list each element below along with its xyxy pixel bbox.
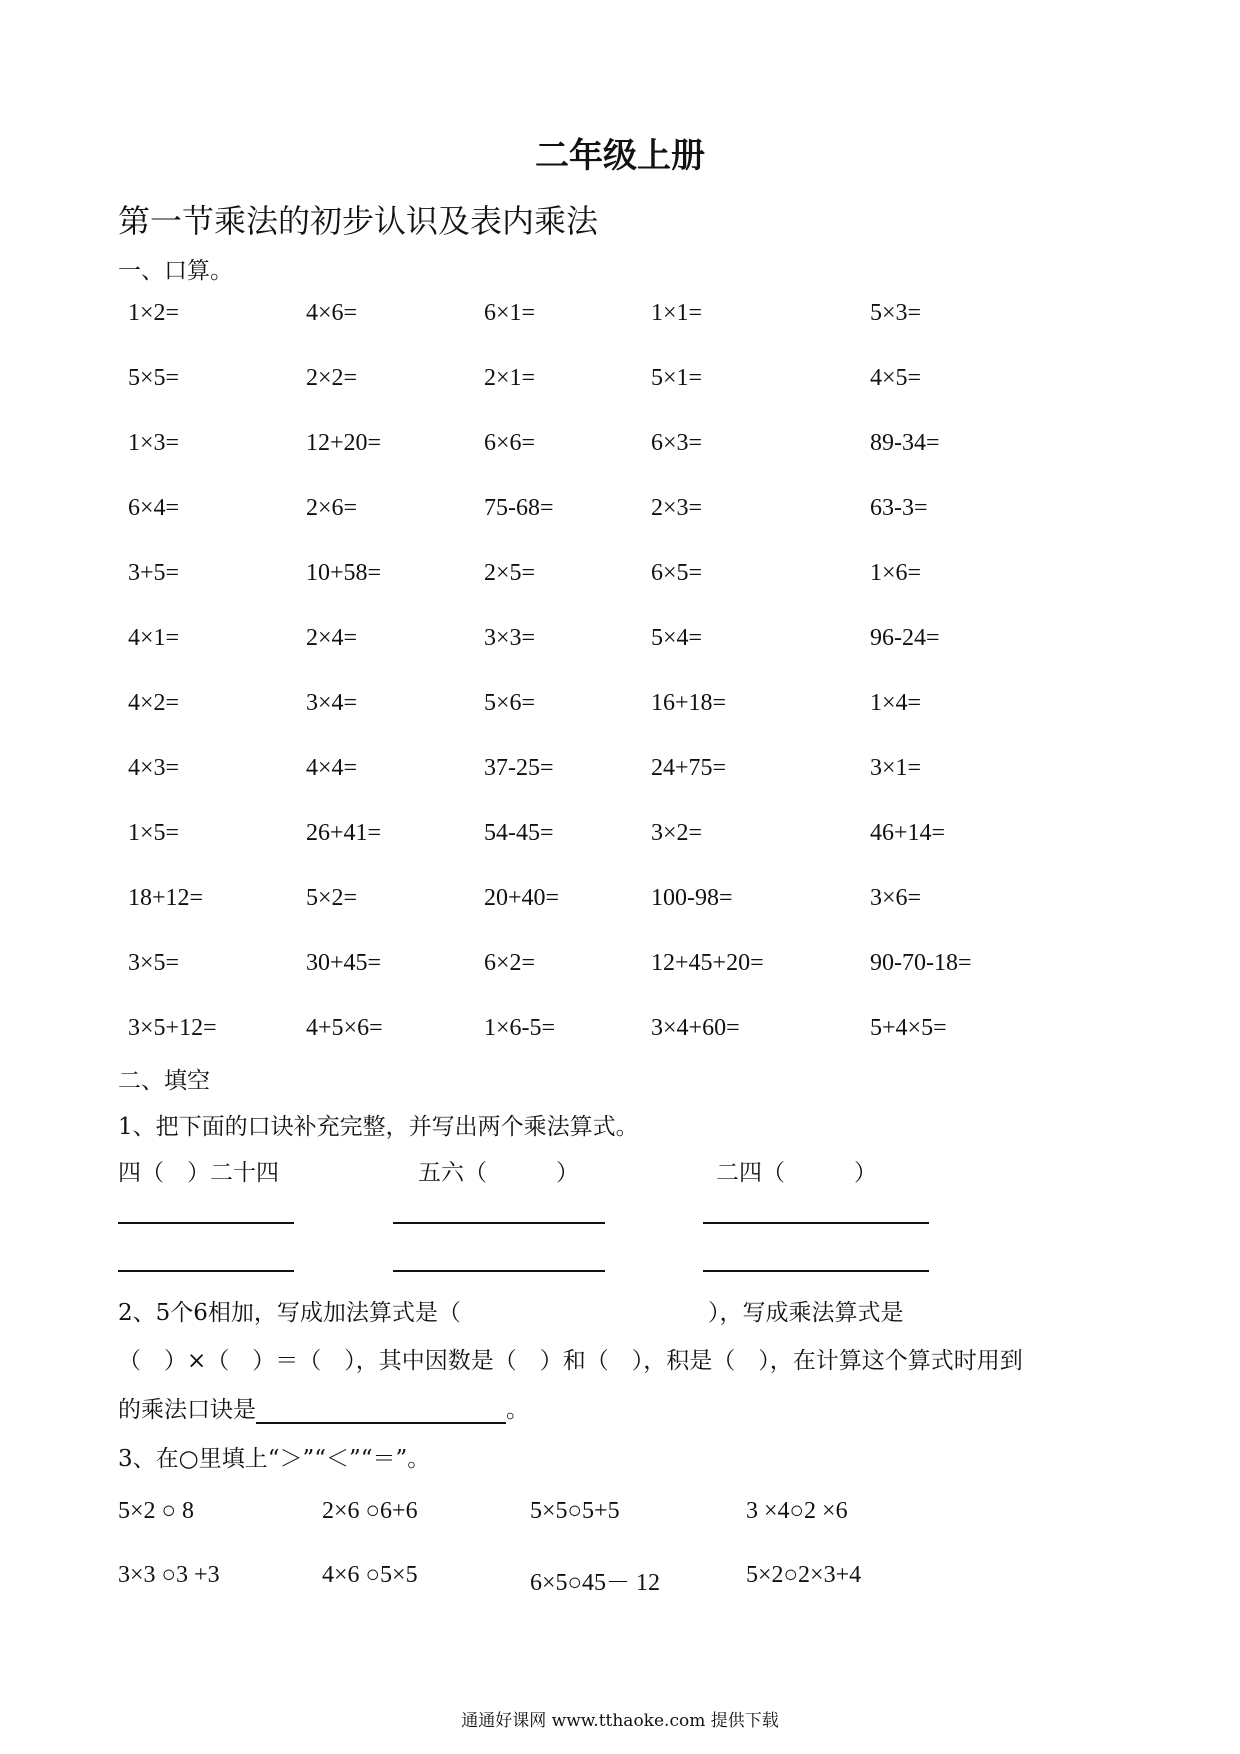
q2-line3	[118, 1391, 529, 1424]
calc-item: 2×6=	[306, 495, 358, 521]
calc-item: 4+5×6=	[306, 1015, 383, 1041]
calc-item: 3×1=	[870, 755, 922, 781]
calc-item: 20+40=	[484, 885, 560, 911]
calc-item: 96-24=	[870, 625, 940, 651]
calc-item: 46+14=	[870, 820, 946, 846]
calc-item: 4×1=	[128, 625, 180, 651]
compare-item: 2×6 ○6+6	[322, 1498, 418, 1524]
calc-item: 6×4=	[128, 495, 180, 521]
calc-item: 54-45=	[484, 820, 554, 846]
answer-line[interactable]	[703, 1270, 929, 1272]
part2-heading: 二、填空	[118, 1068, 210, 1094]
calc-item: 3×5=	[128, 950, 180, 976]
calc-item: 26+41=	[306, 820, 382, 846]
compare-item: 5×5○5+5	[530, 1498, 620, 1524]
calc-item: 3+5=	[128, 560, 180, 586]
calc-item: 2×5=	[484, 560, 536, 586]
compare-item: 5×2 ○ 8	[118, 1498, 195, 1524]
q1-item-2: 五六（ ）	[418, 1160, 579, 1186]
calc-item: 3×5+12=	[128, 1015, 217, 1041]
calc-item: 4×4=	[306, 755, 358, 781]
calc-item: 24+75=	[651, 755, 727, 781]
q1-text: 1、把下面的口诀补充完整，并写出两个乘法算式。	[118, 1114, 639, 1140]
calc-item: 3×3=	[484, 625, 536, 651]
calc-item: 5×4=	[651, 625, 703, 651]
calc-item: 6×3=	[651, 430, 703, 456]
compare-item: 6×5○45－ 12	[530, 1570, 661, 1596]
q2-line2: （ ）×（ ）＝（ ），其中因数是（ ）和（ ），积是（ ），在计算这个算式时用到	[118, 1348, 1023, 1374]
calc-item: 5+4×5=	[870, 1015, 947, 1041]
calc-item: 2×2=	[306, 365, 358, 391]
q3-text: 3、在○里填上“＞”“＜”“＝”。	[118, 1446, 431, 1472]
q2-line3-text: 的乘法口诀是	[118, 1397, 256, 1423]
calc-item: 3×2=	[651, 820, 703, 846]
q2-line3-end: 。	[506, 1397, 529, 1423]
calc-item: 1×4=	[870, 690, 922, 716]
calc-item: 18+12=	[128, 885, 204, 911]
calc-item: 5×1=	[651, 365, 703, 391]
answer-blank[interactable]	[256, 1398, 506, 1424]
answer-line[interactable]	[118, 1222, 294, 1224]
compare-item: 4×6 ○5×5	[322, 1562, 418, 1588]
calc-item: 12+45+20=	[651, 950, 764, 976]
calc-item: 16+18=	[651, 690, 727, 716]
calc-item: 3×6=	[870, 885, 922, 911]
footer-text: 通通好课网 www.tthaoke.com 提供下载	[461, 1711, 779, 1731]
calc-item: 75-68=	[484, 495, 554, 521]
answer-line[interactable]	[393, 1270, 605, 1272]
calc-item: 1×5=	[128, 820, 180, 846]
calc-item: 100-98=	[651, 885, 733, 911]
calc-item: 3×4=	[306, 690, 358, 716]
calc-item: 2×3=	[651, 495, 703, 521]
calc-item: 89-34=	[870, 430, 940, 456]
calc-item: 5×3=	[870, 300, 922, 326]
calc-item: 5×2=	[306, 885, 358, 911]
q1-item-3: 二四（ ）	[716, 1160, 877, 1186]
calc-item: 63-3=	[870, 495, 928, 521]
compare-item: 3×3 ○3 +3	[118, 1562, 220, 1588]
q2-line1-b: ），写成乘法算式是	[708, 1300, 904, 1326]
calc-item: 30+45=	[306, 950, 382, 976]
answer-line[interactable]	[118, 1270, 294, 1272]
calc-item: 4×5=	[870, 365, 922, 391]
compare-item: 5×2○2×3+4	[746, 1562, 862, 1588]
compare-item: 3 ×4○2 ×6	[746, 1498, 848, 1524]
section-title: 第一节乘法的初步认识及表内乘法	[118, 202, 599, 240]
calc-item: 2×1=	[484, 365, 536, 391]
calc-item: 6×5=	[651, 560, 703, 586]
calc-item: 1×3=	[128, 430, 180, 456]
calc-item: 5×6=	[484, 690, 536, 716]
calc-item: 4×6=	[306, 300, 358, 326]
calc-item: 37-25=	[484, 755, 554, 781]
answer-line[interactable]	[393, 1222, 605, 1224]
calc-item: 2×4=	[306, 625, 358, 651]
calc-item: 90-70-18=	[870, 950, 972, 976]
calc-item: 6×1=	[484, 300, 536, 326]
q1-item-1: 四（ ）二十四	[118, 1160, 279, 1186]
q2-line1-a: 2、5个6相加，写成加法算式是（	[118, 1300, 461, 1326]
calc-item: 1×2=	[128, 300, 180, 326]
calc-item: 1×6=	[870, 560, 922, 586]
calc-item: 1×1=	[651, 300, 703, 326]
calc-item: 4×2=	[128, 690, 180, 716]
page-title: 二年级上册	[535, 136, 705, 176]
calc-item: 12+20=	[306, 430, 382, 456]
calc-item: 4×3=	[128, 755, 180, 781]
answer-line[interactable]	[703, 1222, 929, 1224]
part1-heading: 一、口算。	[118, 258, 233, 284]
calc-item: 5×5=	[128, 365, 180, 391]
calc-item: 1×6-5=	[484, 1015, 556, 1041]
calc-item: 3×4+60=	[651, 1015, 740, 1041]
calc-item: 10+58=	[306, 560, 382, 586]
calc-item: 6×6=	[484, 430, 536, 456]
calc-item: 6×2=	[484, 950, 536, 976]
